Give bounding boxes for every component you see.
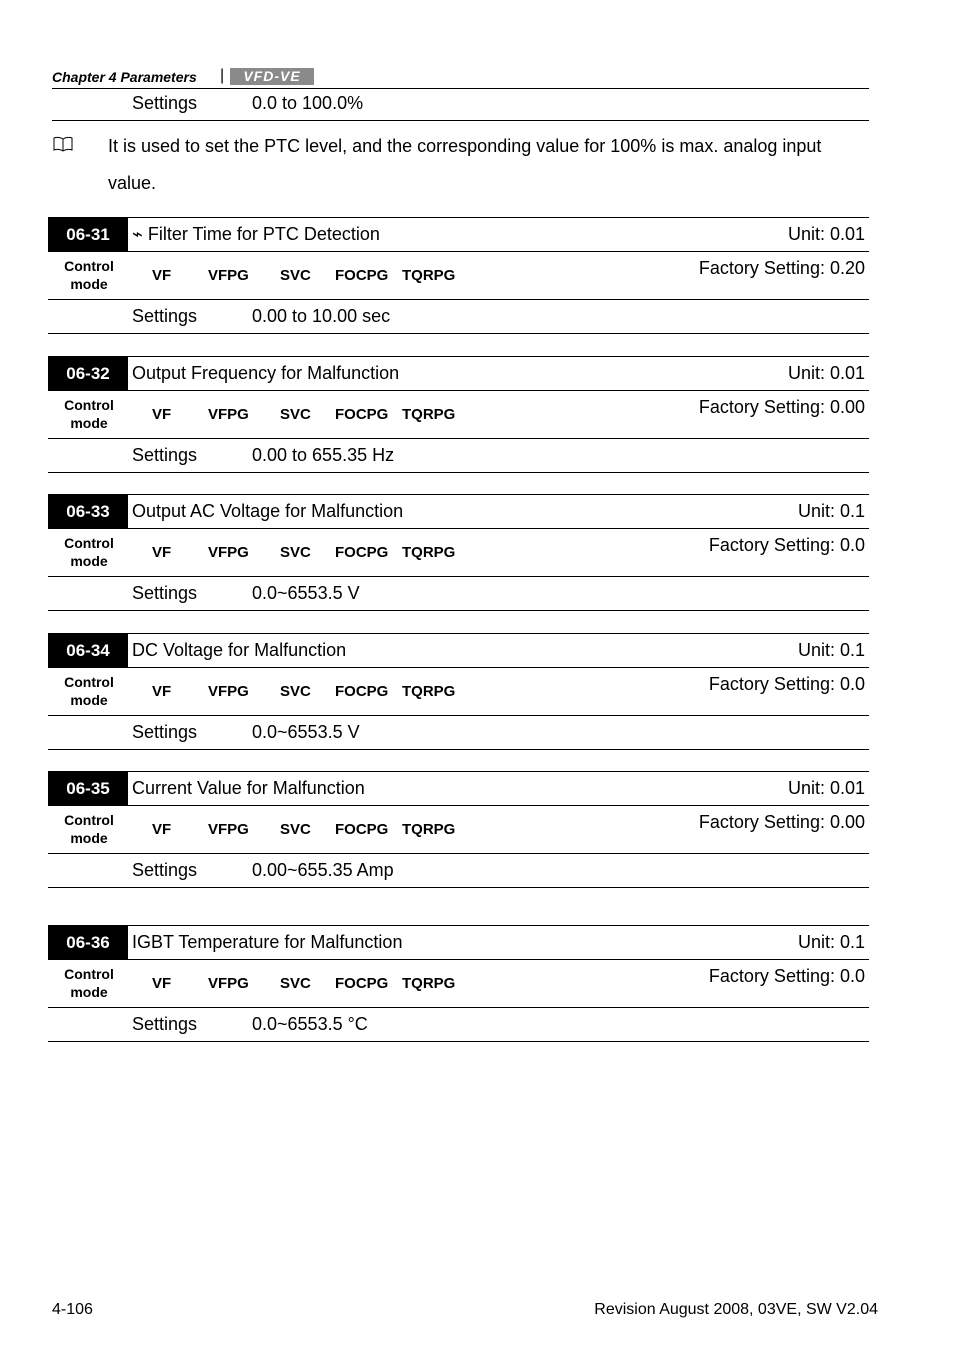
factory-setting: Factory Setting: 0.0 [708,535,865,555]
control-mode-label: Control mode [64,258,114,292]
book-icon [53,136,73,152]
mode-focpg: FOCPG [335,975,389,992]
mode-vfpg: VFPG [208,821,249,838]
mode-svc: SVC [280,821,311,838]
mode-tqrpg: TQRPG [402,267,456,284]
control-mode-label: Control mode [64,674,114,708]
factory-setting: Factory Setting: 0.0 [708,966,865,986]
mode-vf: VF [152,406,172,423]
control-mode-row [48,668,869,716]
settings-value: 0.00 to 655.35 Hz [252,445,395,465]
settings-row [48,1008,869,1042]
param-06-33 [48,494,869,610]
mode-svc: SVC [280,267,311,284]
param-code: 06-35 [48,772,128,805]
mode-svc: SVC [280,975,311,992]
mode-focpg: FOCPG [335,683,389,700]
param-unit: Unit: 0.01 [787,224,865,244]
settings-label: Settings [132,306,198,326]
param-unit: Unit: 0.1 [797,640,865,660]
param-header [48,771,869,806]
param-header [48,494,869,529]
mode-vf: VF [152,267,172,284]
param-code: 06-34 [48,634,128,667]
control-mode-row [48,391,869,439]
settings-row [48,439,869,473]
param-code: 06-32 [48,357,128,390]
settings-label: Settings [132,860,198,880]
param-unit: Unit: 0.01 [787,363,865,383]
control-mode-row [48,252,869,300]
param-code: 06-33 [48,495,128,528]
mode-focpg: FOCPG [335,544,389,561]
param-06-35 [48,771,869,887]
mode-vfpg: VFPG [208,267,249,284]
mode-focpg: FOCPG [335,267,389,284]
param-header [48,925,869,960]
param-title-text: Filter Time for PTC Detection [147,224,380,244]
settings-label: Settings [132,583,198,603]
control-mode-row [48,806,869,854]
mode-vf: VF [152,975,172,992]
settings-label: Settings [132,93,198,113]
chapter-title: Chapter 4 Parameters [52,69,197,85]
settings-label: Settings [132,722,198,742]
mode-vf: VF [152,821,172,838]
mode-tqrpg: TQRPG [402,406,456,423]
top-settings-row [52,88,869,121]
mode-vfpg: VFPG [208,683,249,700]
settings-row [48,300,869,334]
settings-value: 0.0~6553.5 V [252,722,360,742]
param-title: Output Frequency for Malfunction [132,363,400,383]
param-code: 06-36 [48,926,128,959]
mode-vf: VF [152,683,172,700]
settings-value: 0.00 to 10.00 sec [252,306,391,326]
settings-value: 0.00~655.35 Amp [252,860,394,880]
param-title: IGBT Temperature for Malfunction [132,932,403,952]
settings-row [48,577,869,611]
vfd-ve-logo: VFD-VE [230,68,314,85]
param-title: DC Voltage for Malfunction [132,640,347,660]
mode-focpg: FOCPG [335,406,389,423]
factory-setting: Factory Setting: 0.00 [698,812,865,832]
settings-label: Settings [132,445,198,465]
mode-svc: SVC [280,544,311,561]
mode-svc: SVC [280,406,311,423]
note-text: It is used to set the PTC level, and the corresponding value for 100% is max. analog input value. [108,136,822,193]
control-mode-label: Control mode [64,812,114,846]
mode-focpg: FOCPG [335,821,389,838]
settings-row [48,854,869,888]
settings-label: Settings [132,1014,198,1034]
param-header [48,633,869,668]
mode-tqrpg: TQRPG [402,683,456,700]
control-mode-label: Control mode [64,535,114,569]
param-unit: Unit: 0.01 [787,778,865,798]
revision-text: Revision August 2008, 03VE, SW V2.04 [594,1301,878,1318]
settable-marker-icon: ⌁ [132,224,143,244]
mode-vf: VF [152,544,172,561]
param-06-32 [48,356,869,472]
control-mode-row [48,960,869,1008]
control-mode-label: Control mode [64,966,114,1000]
param-unit: Unit: 0.1 [797,501,865,521]
param-06-34 [48,633,869,749]
param-06-36 [48,925,869,1041]
control-mode-label: Control mode [64,397,114,431]
mode-tqrpg: TQRPG [402,821,456,838]
param-code: 06-31 [48,218,128,251]
factory-setting: Factory Setting: 0.00 [698,397,865,417]
mode-vfpg: VFPG [208,406,249,423]
settings-value: 0.0~6553.5 °C [252,1014,368,1034]
mode-tqrpg: TQRPG [402,544,456,561]
control-mode-row [48,529,869,577]
param-06-31 [48,217,869,333]
mode-svc: SVC [280,683,311,700]
param-title [132,224,380,245]
mode-vfpg: VFPG [208,975,249,992]
factory-setting: Factory Setting: 0.20 [698,258,865,278]
param-header [48,217,869,252]
param-header [48,356,869,391]
settings-value: 0.0 to 100.0% [252,93,364,113]
page-number: 4-106 [52,1301,93,1318]
param-title: Output AC Voltage for Malfunction [132,501,404,521]
mode-vfpg: VFPG [208,544,249,561]
settings-value: 0.0~6553.5 V [252,583,360,603]
settings-row [48,716,869,750]
param-title: Current Value for Malfunction [132,778,365,798]
page-header [52,66,869,89]
header-separator: | [220,67,225,84]
factory-setting: Factory Setting: 0.0 [708,674,865,694]
param-unit: Unit: 0.1 [797,932,865,952]
mode-tqrpg: TQRPG [402,975,456,992]
